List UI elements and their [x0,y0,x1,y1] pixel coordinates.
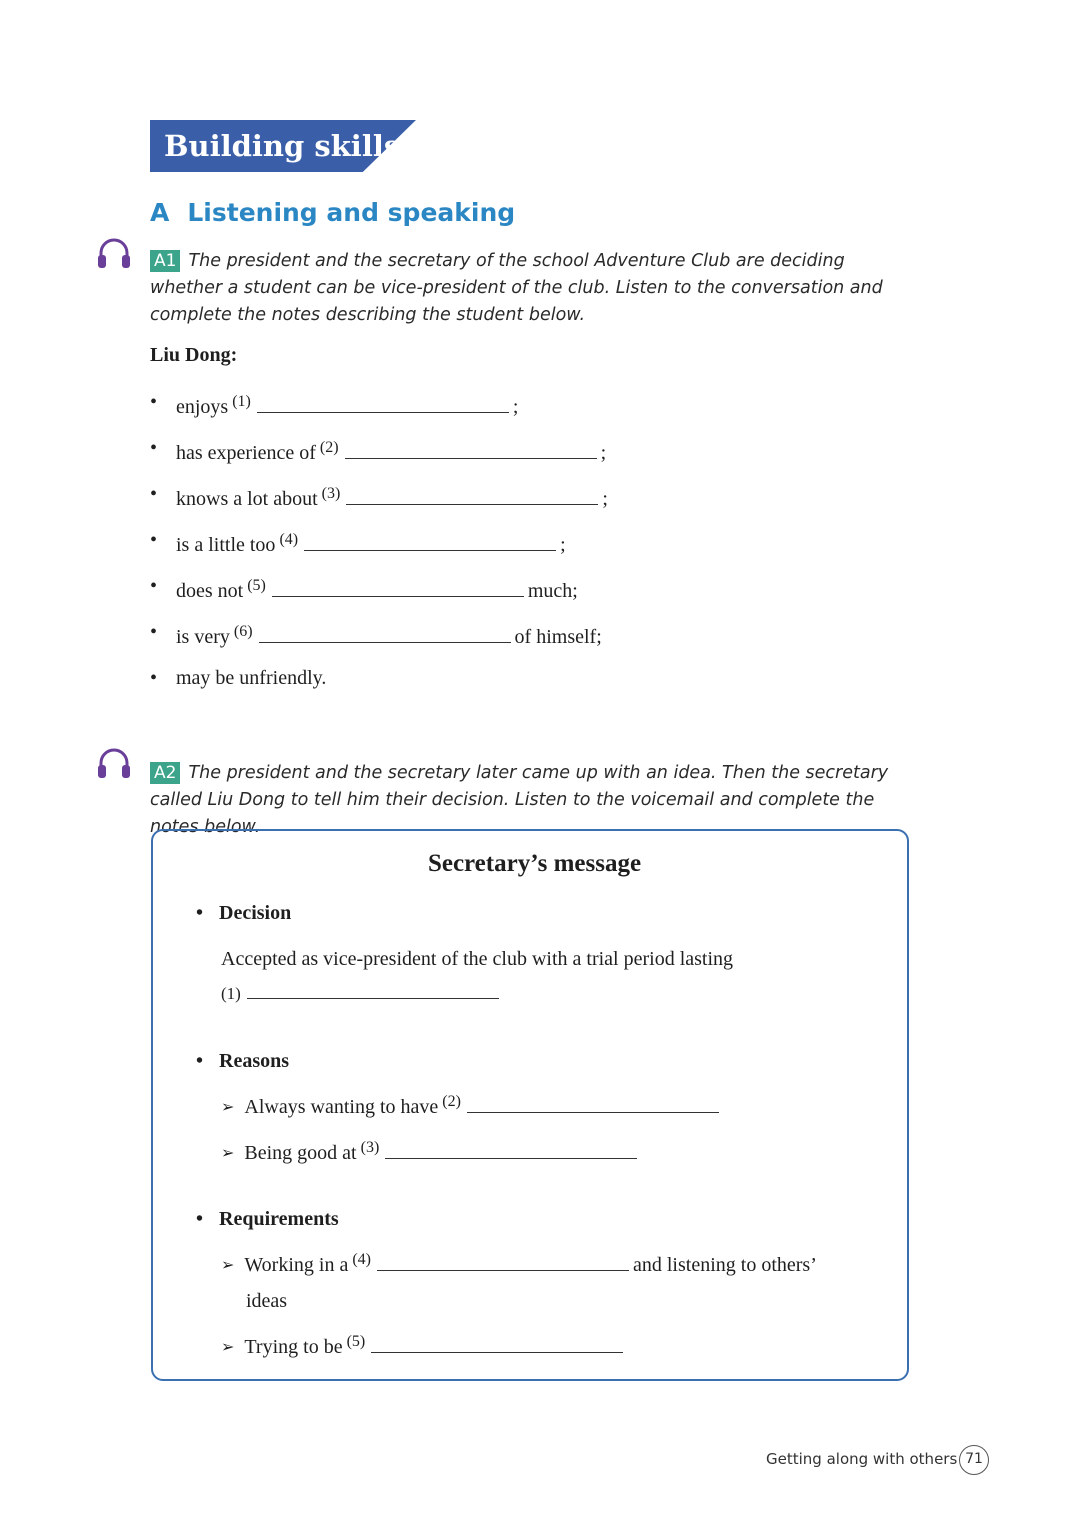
note-text: does not [176,580,244,602]
requirement-continuation: ideas [246,1290,288,1312]
list-item [150,660,608,706]
list-item [221,1332,627,1359]
page-number: 71 [959,1445,989,1475]
list-item [150,476,608,522]
list-item [150,384,608,430]
answer-blank[interactable] [345,438,597,459]
section-heading [150,198,515,227]
list-item [221,1092,723,1119]
note-suffix: ; [602,488,608,510]
note-suffix: of himself; [514,626,602,648]
reason-text: Always wanting to have [244,1096,439,1118]
answer-blank[interactable] [385,1138,637,1159]
blank-number: (2) [319,439,339,456]
requirement-text: Working in a [244,1254,349,1276]
headphones-icon[interactable] [96,746,132,782]
list-item [150,614,608,660]
answer-blank[interactable] [377,1250,629,1271]
blank-number: (5) [247,577,266,594]
list-item [150,430,608,476]
reason-text: Being good at [244,1142,357,1164]
a1-instruction [150,248,910,329]
requirement-text: Trying to be [244,1336,343,1358]
blank-number: (2) [442,1093,461,1110]
blank-number: (3) [321,485,341,502]
list-item [221,1138,641,1165]
arrow-icon: ➢ [221,1145,235,1162]
decision-heading: • Decision [196,902,291,925]
note-suffix: much; [527,580,578,602]
note-text: knows a lot about [176,488,318,510]
subject-label: Liu Dong: [150,344,238,366]
section-letter: A [150,198,170,227]
note-suffix: ; [560,534,566,556]
a1-badge: A1 [150,250,180,272]
chapter-title: Getting along with others [766,1450,958,1468]
list-item [221,1250,817,1277]
blank-number: (3) [360,1139,380,1156]
a2-badge: A2 [150,762,180,784]
note-text: may be unfriendly. [176,667,327,689]
blank-number: (6) [233,623,253,640]
blank-number: (1) [221,984,241,1003]
blank-number: (4) [352,1251,371,1268]
decision-text: Accepted as vice-president of the club with a trial period lasting [221,948,734,970]
decision-blank-line [221,978,503,1005]
arrow-icon: ➢ [221,1339,235,1356]
banner-title: Building skills [164,129,401,163]
note-text: is very [176,626,230,648]
answer-blank[interactable] [259,622,511,643]
note-suffix: ; [512,396,519,418]
requirements-heading: • Requirements [196,1208,339,1231]
blank-number: (4) [279,531,299,548]
answer-blank[interactable] [247,978,499,999]
note-text: is a little too [176,534,276,556]
answer-blank[interactable] [272,576,524,597]
arrow-icon: ➢ [221,1257,235,1274]
requirement-suffix: and listening to others’ [633,1254,817,1276]
note-text: has experience of [176,442,316,464]
blank-number: (1) [232,393,251,410]
list-item [150,522,608,568]
headphones-icon[interactable] [96,236,132,272]
blank-number: (5) [346,1333,366,1350]
a1-instruction-text: The president and the secretary of the school Adventure Club are deciding whether a student can be vice-president of the club. Listen to the conversation and complete the notes describing the student below. [150,251,883,325]
a2-instruction-text: The president and the secretary later came up with an idea. Then the secretary called Liu Dong to tell him their decision. Listen to the voicemail and complete the notes below. [150,763,889,837]
reasons-heading: • Reasons [196,1050,289,1073]
note-text: enjoys [176,396,229,418]
section-title: Listening and speaking [187,198,516,227]
a1-notes-list [150,384,608,706]
answer-blank[interactable] [257,392,509,413]
answer-blank[interactable] [467,1092,719,1113]
answer-blank[interactable] [371,1332,623,1353]
list-item [150,568,608,614]
note-suffix: ; [600,442,607,464]
arrow-icon: ➢ [221,1099,235,1116]
answer-blank[interactable] [304,530,556,551]
answer-blank[interactable] [346,484,598,505]
box-title: Secretary’s message [427,850,642,877]
